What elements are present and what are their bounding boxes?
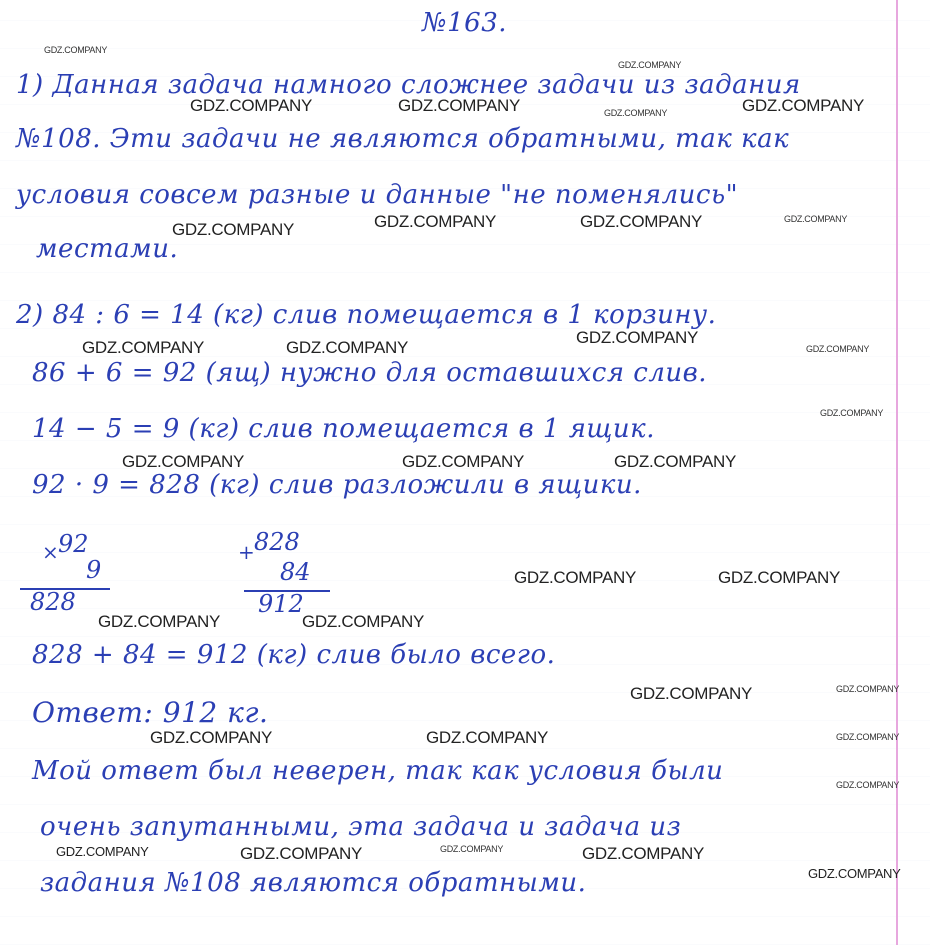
watermark: GDZ.COMPANY xyxy=(836,684,900,694)
watermark: GDZ.COMPANY xyxy=(240,844,363,863)
mult-result: 828 xyxy=(30,588,76,616)
line-3: условия совсем разные и данные "не поменялись" xyxy=(16,180,739,210)
watermark: GDZ.COMPANY xyxy=(742,96,865,115)
mult-sign: × xyxy=(42,540,59,564)
line-7: 14 − 5 = 9 (кг) слив помещается в 1 ящик. xyxy=(32,414,655,444)
watermark: GDZ.COMPANY xyxy=(784,214,848,224)
watermark: GDZ.COMPANY xyxy=(836,732,900,742)
margin-line xyxy=(896,0,898,945)
line-11: Мой ответ был неверен, так как условия были xyxy=(32,756,724,786)
watermark: GDZ.COMPANY xyxy=(806,344,870,354)
line-5: 2) 84 : 6 = 14 (кг) слив помещается в 1 корзину. xyxy=(16,300,717,330)
watermark: GDZ.COMPANY xyxy=(718,568,841,587)
mult-b: 9 xyxy=(86,556,102,584)
add-a: 828 xyxy=(254,528,300,556)
answer-line: Ответ: 912 кг. xyxy=(32,696,269,729)
watermark: GDZ.COMPANY xyxy=(374,212,497,231)
line-12: очень запутанными, эта задача и задача из xyxy=(40,812,682,842)
watermark: GDZ.COMPANY xyxy=(618,60,682,70)
task-number: №163. xyxy=(422,8,507,38)
watermark: GDZ.COMPANY xyxy=(836,780,900,790)
watermark: GDZ.COMPANY xyxy=(582,844,705,863)
add-b: 84 xyxy=(280,558,311,586)
watermark: GDZ.COMPANY xyxy=(402,452,525,471)
line-6: 86 + 6 = 92 (ящ) нужно для оставшихся слив. xyxy=(32,358,708,388)
line-13: задания №108 являются обратными. xyxy=(40,868,587,898)
watermark: GDZ.COMPANY xyxy=(808,866,901,881)
line-2: №108. Эти задачи не являются обратными, так как xyxy=(16,124,790,154)
line-4: местами. xyxy=(36,234,179,264)
watermark: GDZ.COMPANY xyxy=(398,96,521,115)
line-9: 828 + 84 = 912 (кг) слив было всего. xyxy=(32,640,556,670)
watermark: GDZ.COMPANY xyxy=(514,568,637,587)
watermark: GDZ.COMPANY xyxy=(426,728,549,747)
watermark: GDZ.COMPANY xyxy=(580,212,703,231)
watermark: GDZ.COMPANY xyxy=(604,108,668,118)
mult-a: 92 xyxy=(58,530,89,558)
watermark: GDZ.COMPANY xyxy=(576,328,699,347)
watermark: GDZ.COMPANY xyxy=(820,408,884,418)
watermark: GDZ.COMPANY xyxy=(56,844,149,859)
line-8: 92 · 9 = 828 (кг) слив разложили в ящики. xyxy=(32,470,642,500)
watermark: GDZ.COMPANY xyxy=(150,728,273,747)
watermark: GDZ.COMPANY xyxy=(82,338,205,357)
line-1: 1) Данная задача намного сложнее задачи из задания xyxy=(16,70,801,100)
watermark: GDZ.COMPANY xyxy=(630,684,753,703)
watermark: GDZ.COMPANY xyxy=(614,452,737,471)
watermark: GDZ.COMPANY xyxy=(440,844,504,854)
add-result: 912 xyxy=(258,590,304,618)
watermark: GDZ.COMPANY xyxy=(190,96,313,115)
watermark: GDZ.COMPANY xyxy=(302,612,425,631)
watermark: GDZ.COMPANY xyxy=(98,612,221,631)
watermark: GDZ.COMPANY xyxy=(172,220,295,239)
add-sign: + xyxy=(238,540,255,564)
watermark: GDZ.COMPANY xyxy=(122,452,245,471)
watermark: GDZ.COMPANY xyxy=(286,338,409,357)
watermark: GDZ.COMPANY xyxy=(44,45,108,55)
